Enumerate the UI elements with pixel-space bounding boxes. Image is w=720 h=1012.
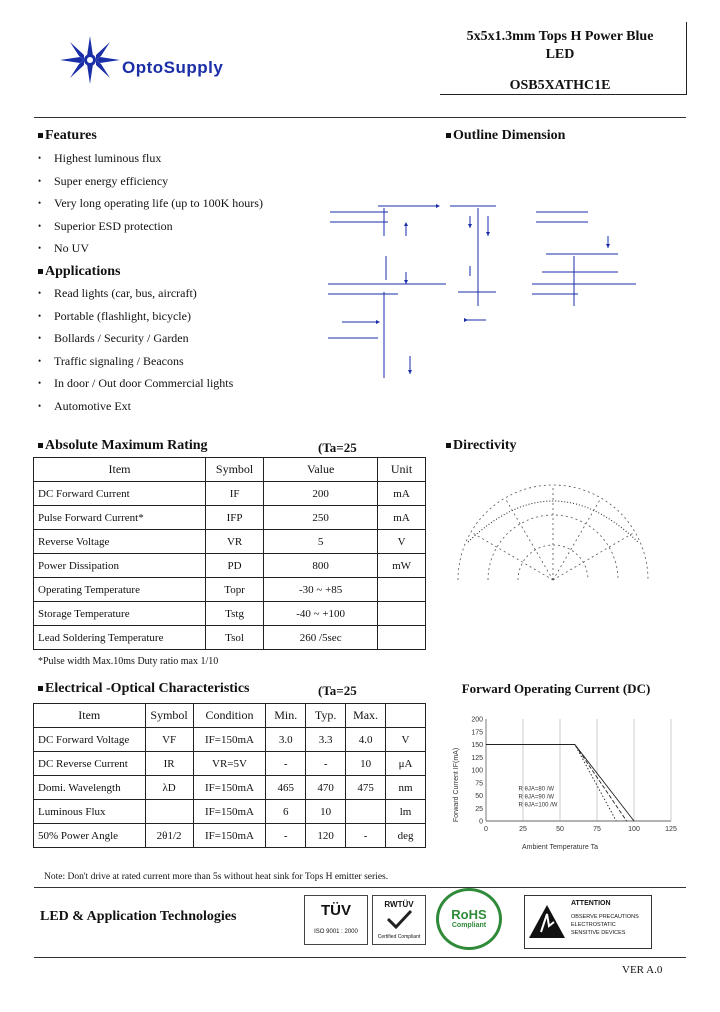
- directivity-polar-chart: [448, 480, 658, 590]
- chart-y-tick-label: 175: [471, 729, 483, 737]
- product-title: [440, 28, 680, 64]
- table-header-row: Item Symbol Condition Min. Typ. Max.: [34, 704, 426, 728]
- tuv-cert-logo: TÜV ISO 9001 : 2000: [304, 895, 368, 945]
- chart-x-tick-label: 75: [593, 826, 601, 833]
- chart-x-tick-label: 125: [665, 826, 677, 833]
- directivity-heading: Directivity: [446, 438, 517, 454]
- table-header-row: [34, 458, 426, 482]
- list-item: • Read lights (car, bus, aircraft): [38, 282, 418, 305]
- chart-y-tick-label: 150: [471, 742, 483, 749]
- chart-y-tick-label: 125: [471, 754, 483, 762]
- outline-heading: Outline Dimension: [446, 128, 565, 144]
- table-row: Operating Temperature Topr -30 ~ +85: [34, 578, 426, 602]
- chart-legend-item: R θJA=90 /W: [518, 794, 555, 801]
- chart-x-tick-label: 25: [519, 826, 527, 833]
- table-row: 50% Power Angle 2θ1/2 IF=150mA - 120 - deg: [34, 824, 426, 848]
- list-item: • Automotive Ext: [38, 395, 418, 418]
- brand-name: OptoSupply: [122, 58, 224, 77]
- col-symbol: Symbol: [205, 458, 263, 482]
- list-item: • Very long operating life (up to 100K hours): [38, 192, 418, 215]
- esd-warning-icon: [527, 902, 567, 942]
- brand-logo: [56, 34, 276, 86]
- eo-heading: Electrical -Optical Characteristics: [38, 681, 249, 697]
- chart-ylabel: Forward Current IF(mA): [453, 747, 460, 823]
- chart-legend-item: R θJA=80 /W: [518, 786, 555, 793]
- table-row: Lead Soldering Temperature Tsol 260 /5sec: [34, 626, 426, 650]
- table-row: Luminous Flux IF=150mA 6 10 lm: [34, 800, 426, 824]
- chart-legend-item: R θJA=100 /W: [518, 802, 558, 809]
- table-row: DC Forward Current IF 200 mA: [34, 482, 426, 506]
- eo-condition: (Ta=25: [318, 683, 357, 698]
- header-divider-h: [440, 94, 687, 95]
- col-unit: Unit: [378, 458, 426, 482]
- chart-y-tick-label: 0: [479, 818, 483, 826]
- product-title-line1: 5x5x1.3mm Tops H Power Blue: [466, 29, 654, 44]
- list-item: • Highest luminous flux: [38, 147, 418, 170]
- table-row: Domi. Wavelength λD IF=150mA 465 470 475 nm: [34, 776, 426, 800]
- version-label: VER A.0: [622, 964, 663, 976]
- col-item: Item: [34, 458, 206, 482]
- chart-y-tick-label: 50: [475, 793, 483, 800]
- fwd-current-chart: [446, 705, 686, 855]
- list-item: • Portable (flashlight, bicycle): [38, 305, 418, 328]
- chart-x-tick-label: 100: [628, 826, 640, 833]
- chart-y-tick-label: 200: [471, 716, 483, 724]
- list-item: • Bollards / Security / Garden: [38, 327, 418, 350]
- chart-xlabel: Ambient Temperature Ta: [521, 844, 599, 851]
- outline-drawing: [318, 196, 668, 386]
- table-row: DC Forward Voltage VF IF=150mA 3.0 3.3 4.0 V: [34, 728, 426, 752]
- abs-max-condition: (Ta=25: [318, 440, 357, 455]
- chart-x-tick-label: 0: [484, 826, 488, 833]
- header-divider-v: [686, 22, 687, 94]
- star-logo-icon: [56, 34, 120, 86]
- eo-table: [33, 703, 426, 848]
- chart-y-tick-label: 25: [475, 805, 483, 813]
- rwtuv-cert-logo: RWTÜV Certified Compliant: [372, 895, 426, 945]
- directivity-curve: [468, 501, 638, 542]
- rohs-cert-logo: RoHS Compliant: [436, 888, 502, 950]
- list-item: • No UV: [38, 237, 418, 260]
- chart-series-line: [486, 745, 616, 822]
- top-rule: [34, 117, 686, 118]
- applications-heading: Applications: [38, 264, 120, 280]
- features-heading: Features: [38, 128, 97, 144]
- chart-x-tick-label: 50: [556, 826, 564, 833]
- list-item: • Super energy efficiency: [38, 170, 418, 193]
- part-number: OSB5XATHC1E: [509, 78, 611, 93]
- table-row: Pulse Forward Current* IFP 250 mA: [34, 506, 426, 530]
- chart-series-line: [486, 745, 627, 822]
- fwd-current-title: Forward Operating Current (DC): [461, 681, 651, 696]
- checkmark-icon: [384, 909, 414, 929]
- chart-y-tick-label: 100: [471, 767, 483, 775]
- product-title-line2: LED: [545, 47, 575, 62]
- abs-max-heading: Absolute Maximum Rating: [38, 438, 208, 454]
- footer-note: Note: Don't drive at rated current more than 5s without heat sink for Tops H emitter series.: [44, 872, 389, 882]
- footer-rule-bottom: [34, 957, 686, 958]
- table-row: Power Dissipation PD 800 mW: [34, 554, 426, 578]
- table-row: DC Reverse Current IR VR=5V - - 10 μA: [34, 752, 426, 776]
- table-row: Reverse Voltage VR 5 V: [34, 530, 426, 554]
- list-item: • In door / Out door Commercial lights: [38, 372, 418, 395]
- company-name: LED & Application Technologies: [40, 909, 237, 924]
- list-item: • Superior ESD protection: [38, 215, 418, 238]
- footer-rule-top: [34, 887, 686, 888]
- esd-warning-label: ATTENTION OBSERVE PRECAUTIONS ELECTROSTATIC SENSITIVE DEVICES: [524, 895, 652, 949]
- col-value: Value: [264, 458, 378, 482]
- abs-max-note: *Pulse width Max.10ms Duty ratio max 1/10: [38, 656, 219, 667]
- list-item: • Traffic signaling / Beacons: [38, 350, 418, 373]
- abs-max-table: [33, 457, 426, 650]
- table-row: Storage Temperature Tstg -40 ~ +100: [34, 602, 426, 626]
- chart-y-tick-label: 75: [475, 780, 483, 788]
